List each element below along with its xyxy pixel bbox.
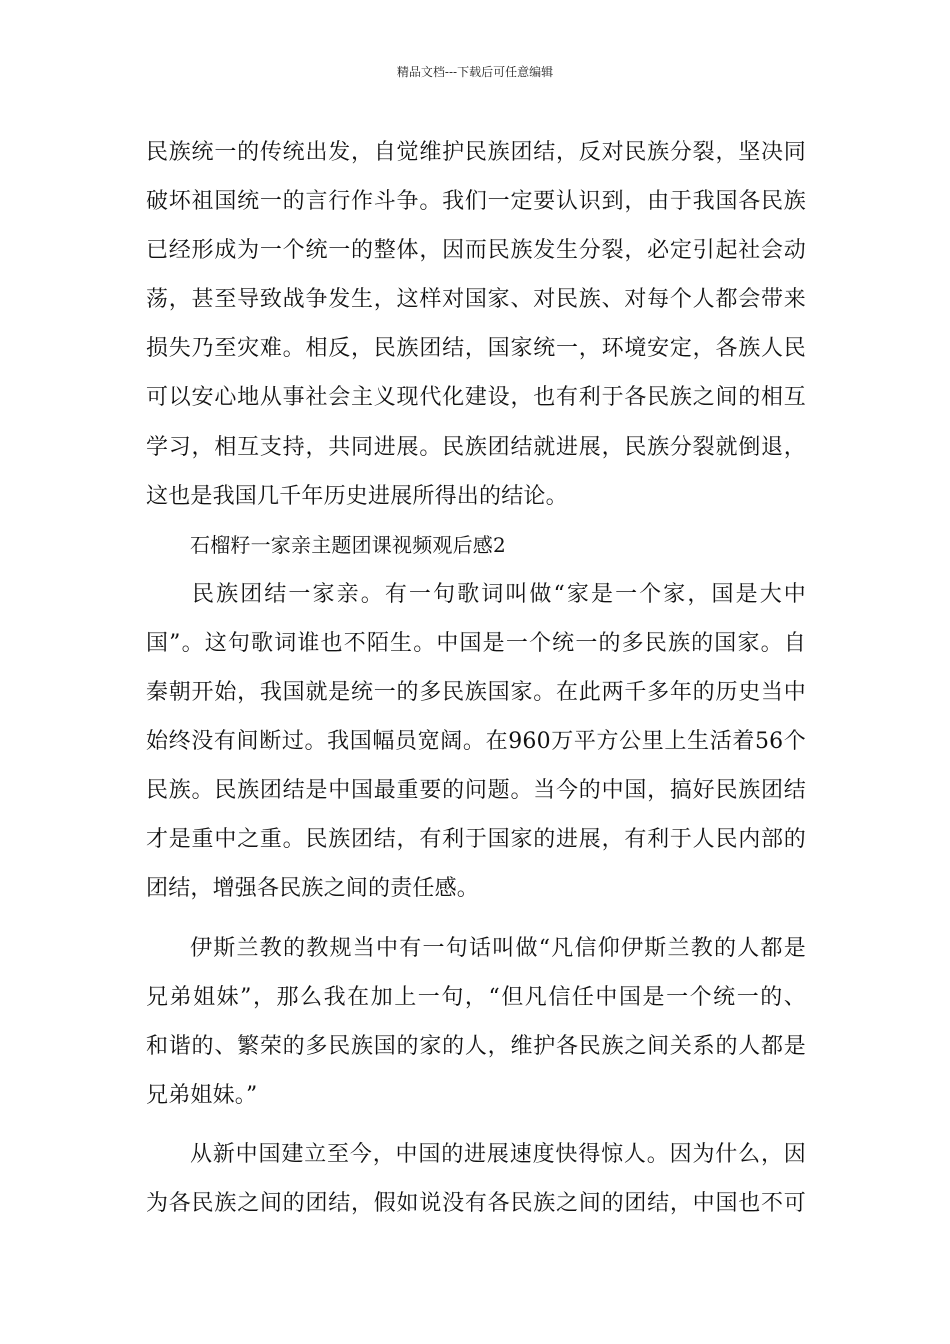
text-line: 破坏祖国统一的言行作斗争。我们一定要认识到，由于我国各民族 — [146, 189, 806, 215]
paragraph-1 — [146, 128, 806, 521]
text-line: 学习，相互支持，共同进展。民族团结就进展，民族分裂就倒退， — [146, 434, 806, 460]
paragraph-3 — [146, 924, 806, 1120]
page-header: 精品文档---下载后可任意编辑 — [396, 65, 554, 79]
text-line: 兄弟姐妹”，那么我在加上一句，“但凡信任中国是一个统一的、 — [146, 984, 806, 1010]
text-line: 损失乃至灾难。相反，民族团结，国家统一，环境安定，各族人民 — [146, 336, 806, 362]
text-line: 始终没有间断过。我国幅员宽阔。在960万平方公里上生活着56个 — [146, 729, 806, 755]
paragraph-4 — [146, 1130, 806, 1228]
text-line: 和谐的、繁荣的多民族国的家的人，维护各民族之间关系的人都是 — [146, 1033, 806, 1059]
paragraph-2 — [146, 570, 806, 914]
text-line: 荡，甚至导致战争发生，这样对国家、对民族、对每个人都会带来 — [146, 287, 806, 313]
text-line: 团结，增强各民族之间的责任感。 — [146, 876, 480, 902]
text-line: 已经形成为一个统一的整体，因而民族发生分裂，必定引起社会动 — [146, 238, 806, 264]
text-line: 这也是我国几千年历史进展所得出的结论。 — [146, 483, 568, 509]
text-line: 从新中国建立至今，中国的进展速度快得惊人。因为什么，因 — [190, 1141, 806, 1167]
section-heading: 石榴籽一家亲主题团课视频观后感2 — [190, 532, 506, 557]
document-body — [146, 128, 806, 1228]
text-line: 秦朝开始，我国就是统一的多民族国家。在此两千多年的历史当中 — [146, 680, 806, 706]
text-line: 民族。民族团结是中国最重要的问题。当今的中国，搞好民族团结 — [146, 778, 806, 804]
text-line: 伊斯兰教的教规当中有一句话叫做“凡信仰伊斯兰教的人都是 — [190, 935, 806, 961]
text-line: 可以安心地从事社会主义现代化建设，也有利于各民族之间的相互 — [146, 385, 806, 411]
text-line: 民族团结一家亲。有一句歌词叫做“家是一个家，国是大中 — [192, 581, 806, 607]
text-line: 才是重中之重。民族团结，有利于国家的进展，有利于人民内部的 — [146, 827, 806, 853]
text-line: 民族统一的传统出发，自觉维护民族团结，反对民族分裂，坚决同 — [146, 140, 806, 165]
text-line: 为各民族之间的团结，假如说没有各民族之间的团结，中国也不可 — [146, 1190, 806, 1216]
text-line: 兄弟姐妹。” — [146, 1082, 258, 1108]
text-line: 国”。这句歌词谁也不陌生。中国是一个统一的多民族的国家。自 — [146, 630, 806, 656]
